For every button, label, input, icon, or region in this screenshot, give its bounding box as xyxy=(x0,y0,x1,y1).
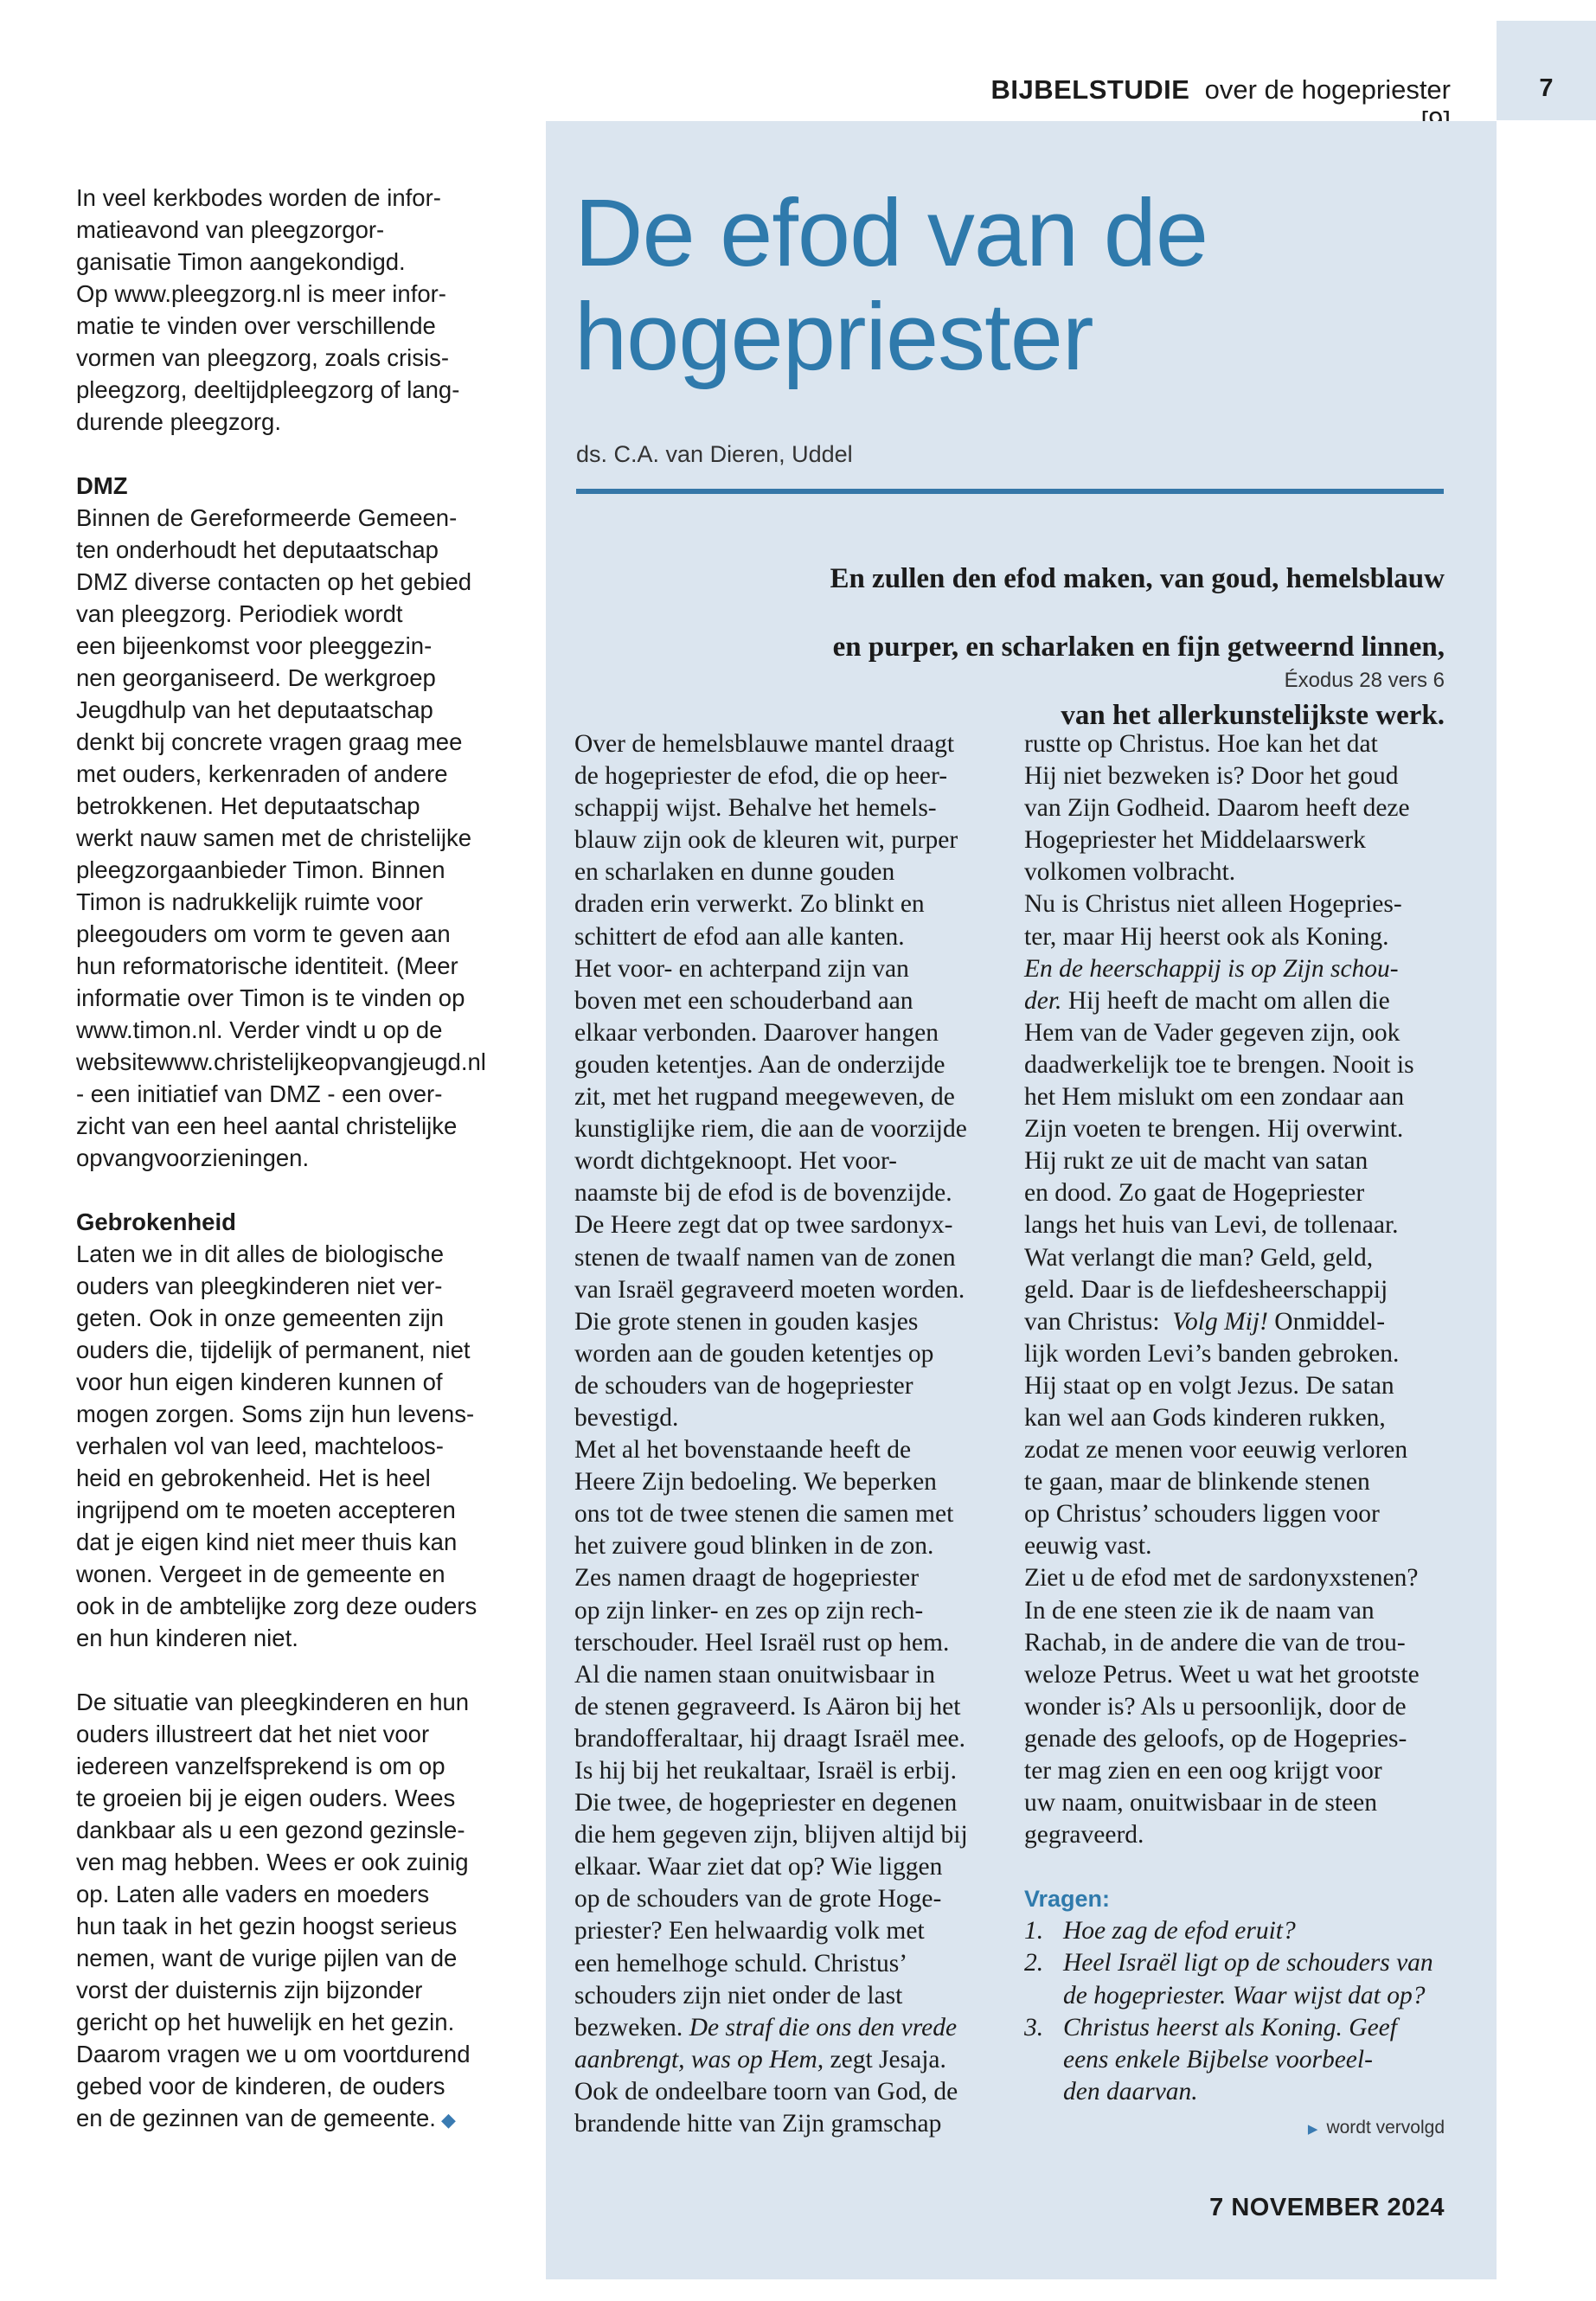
text-line: ven mag hebben. Wees er ook zuinig xyxy=(76,1849,469,1875)
text-line: matieavond van pleegzorgor- xyxy=(76,216,385,243)
column-2-volg-mij-line xyxy=(1024,1306,1448,1338)
text-line: denkt bij concrete vragen graag mee xyxy=(76,728,463,755)
text-line: ons tot de twee stenen die samen met xyxy=(574,1500,954,1529)
text-normal: Onmiddel- xyxy=(1274,1307,1386,1336)
text-line: ten onderhoudt het deputaatschap xyxy=(76,536,439,563)
text-line: pleegouders om vorm te geven aan xyxy=(76,920,451,947)
text-line: terschouder. Heel Israël rust op hem. xyxy=(574,1628,950,1657)
text-line: Al die namen staan onuitwisbaar in xyxy=(574,1660,935,1689)
question-text: Heel Israël ligt op de schouders van xyxy=(1063,1949,1433,1977)
text-line: schappij wijst. Behalve het hemels- xyxy=(574,794,937,823)
column-2-text-end xyxy=(1024,1338,1448,1852)
text-line: Over de hemelsblauwe mantel draagt xyxy=(574,730,955,758)
text-line: en de gezinnen van de gemeente. ◆ xyxy=(76,2105,456,2131)
text-line: gebed voor de kinderen, de ouders xyxy=(76,2073,445,2099)
text-line: genade des geloofs, op de Hogepries- xyxy=(1024,1724,1407,1753)
text-line: durende pleegzorg. xyxy=(76,408,281,435)
text-line: schittert de efod aan alle kanten. xyxy=(574,922,905,951)
text-line: In veel kerkbodes worden de infor- xyxy=(76,184,441,211)
text-line: het zuivere goud blinken in de zon. xyxy=(574,1532,934,1561)
text-line: betrokkenen. Het deputaatschap xyxy=(76,792,420,819)
question-text: Christus heerst als Koning. Geef xyxy=(1063,2013,1397,2041)
text-line: pleegzorgaanbieder Timon. Binnen xyxy=(76,856,445,883)
column-1-text-end xyxy=(574,2076,1007,2140)
intro-paragraph xyxy=(76,182,513,438)
column-2-italic-line xyxy=(1024,953,1448,985)
text-line: Hij staat op en volgt Jezus. De satan xyxy=(1024,1371,1394,1400)
text-line: ter, maar Hij heerst ook als Koning. xyxy=(1024,922,1389,951)
text-line: geld. Daar is de liefdesheerschappij xyxy=(1024,1275,1388,1304)
text-line: kunstiglijke riem, die aan de voorzijde xyxy=(574,1115,967,1144)
left-column xyxy=(76,182,513,2136)
text-italic: der. xyxy=(1024,986,1062,1015)
question-item xyxy=(1024,1915,1448,1947)
text-line: die hem gegeven zijn, blijven altijd bij xyxy=(574,1821,968,1849)
question-number: 2. xyxy=(1024,1949,1044,1977)
column-1-quote-line-2 xyxy=(574,2044,1007,2076)
questions-list xyxy=(1024,1915,1448,2108)
title-line-1: De efod van de xyxy=(574,180,1208,286)
text-line: Heere Zijn bedoeling. We beperken xyxy=(574,1468,937,1497)
text-line: nemen, want de vurige pijlen van de xyxy=(76,1945,458,1971)
text-line: blauw zijn ook de kleuren wit, purper xyxy=(574,826,958,855)
text-normal: van Christus: xyxy=(1024,1307,1160,1336)
text-line: mogen zorgen. Soms zijn hun levens- xyxy=(76,1400,475,1427)
text-line: verhalen vol van leed, machteloos- xyxy=(76,1433,444,1459)
text-line: Rachab, in de andere die van de trou- xyxy=(1024,1628,1406,1657)
text-line: elkaar. Waar ziet dat op? Wie liggen xyxy=(574,1853,943,1881)
column-2-text xyxy=(1024,728,1448,953)
text-normal: zegt Jesaja. xyxy=(830,2045,946,2073)
title-line-2: hogepriester xyxy=(574,284,1093,390)
text-line: op zijn linker- en zes op zijn rech- xyxy=(574,1596,924,1625)
text-line: op Christus’ schouders liggen voor xyxy=(1024,1500,1380,1529)
text-line: bevestigd. xyxy=(574,1403,679,1432)
text-line: de hogepriester de efod, die op heer- xyxy=(574,762,948,791)
text-line: Hogepriester het Middelaarswerk xyxy=(1024,826,1366,855)
dmz-paragraph xyxy=(76,502,513,1174)
text-normal: Hij heeft de macht om allen die xyxy=(1067,986,1390,1015)
text-italic: De straf die ons den vrede xyxy=(689,2013,958,2041)
text-line: lijk worden Levi’s banden gebroken. xyxy=(1024,1339,1400,1368)
article-column-2 xyxy=(1024,728,1448,2108)
text-line: Wat verlangt die man? Geld, geld, xyxy=(1024,1243,1374,1272)
text-line: volkomen volbracht. xyxy=(1024,858,1236,887)
text-line: hun reformatorische identiteit. (Meer xyxy=(76,952,458,979)
text-line: Laten we in dit alles de biologische xyxy=(76,1240,445,1267)
text-line: uw naam, onuitwisbaar in de steen xyxy=(1024,1789,1377,1817)
text-line: met ouders, kerkenraden of andere xyxy=(76,760,448,787)
text-line: van Israël gegraveerd moeten worden. xyxy=(574,1275,965,1304)
text-line: priester? Een helwaardig volk met xyxy=(574,1917,925,1945)
text-line: het Hem mislukt om een zondaar aan xyxy=(1024,1083,1405,1112)
text-line: en scharlaken en dunne gouden xyxy=(574,858,895,887)
text-line: werkt nauw samen met de christelijke xyxy=(76,824,471,851)
text-line: en hun kinderen niet. xyxy=(76,1625,298,1651)
text-line: worden aan de gouden ketentjes op xyxy=(574,1339,934,1368)
text-line: iedereen vanzelfsprekend is om op xyxy=(76,1753,445,1779)
question-text: de hogepriester. Waar wijst dat op? xyxy=(1063,1981,1426,2009)
text-line: informatie over Timon is te vinden op xyxy=(76,984,465,1011)
text-line: gouden ketentjes. Aan de onderzijde xyxy=(574,1050,945,1079)
text-line: daadwerkelijk toe te brengen. Nooit is xyxy=(1024,1050,1414,1079)
text-line: zit, met het rugpand meegeweven, de xyxy=(574,1083,955,1112)
text-line: vorst der duisternis zijn bijzonder xyxy=(76,1977,423,2003)
question-item xyxy=(1024,1947,1448,2011)
text-line: Is hij bij het reukaltaar, Israël is erbij. xyxy=(574,1757,957,1785)
text-line: op de schouders van de grote Hoge- xyxy=(574,1885,942,1913)
text-line: boven met een schouderband aan xyxy=(574,986,913,1015)
quote-line: van het allerkunstelijkste werk. xyxy=(1061,700,1445,731)
text-line: Die grote stenen in gouden kasjes xyxy=(574,1307,919,1336)
text-line: vormen van pleegzorg, zoals crisis- xyxy=(76,344,450,371)
text-line: schouders zijn niet onder de last xyxy=(574,1981,903,2009)
text-line: te groeien bij je eigen ouders. Wees xyxy=(76,1785,456,1811)
column-1-quote-line xyxy=(574,2012,1007,2044)
text-line: zodat ze menen voor eeuwig verloren xyxy=(1024,1436,1408,1465)
text-line: Binnen de Gereformeerde Gemeen- xyxy=(76,504,458,531)
text-line: De situatie van pleegkinderen en hun xyxy=(76,1689,470,1715)
text-line: dat je eigen kind niet meer thuis kan xyxy=(76,1529,458,1555)
text-line: wordt dichtgeknoopt. Het voor- xyxy=(574,1147,897,1176)
text-line: een hemelhoge schuld. Christus’ xyxy=(574,1949,908,1977)
text-normal: bezweken. xyxy=(574,2013,683,2041)
text-line: Ziet u de efod met de sardonyxstenen? xyxy=(1024,1564,1419,1593)
article-title xyxy=(574,182,1483,389)
text-line: en dood. Zo gaat de Hogepriester xyxy=(1024,1179,1365,1208)
text-line: pleegzorg, deeltijdpleegzorg of lang- xyxy=(76,376,460,403)
text-line: gegraveerd. xyxy=(1024,1821,1144,1849)
question-text: den daarvan. xyxy=(1063,2077,1198,2106)
author-byline: ds. C.A. van Dieren, Uddel xyxy=(576,441,853,467)
question-text: Hoe zag de efod eruit? xyxy=(1063,1917,1296,1945)
end-diamond-icon: ◆ xyxy=(435,2109,456,2131)
gebrokenheid-paragraph xyxy=(76,1238,513,1654)
text-line: voor hun eigen kinderen kunnen of xyxy=(76,1368,443,1395)
text-line: rustte op Christus. Hoe kan het dat xyxy=(1024,730,1378,758)
text-line: weloze Petrus. Weet u wat het grootste xyxy=(1024,1660,1420,1689)
section-subtitle: over de hogepriester xyxy=(1204,74,1451,105)
text-line: de stenen gegraveerd. Is Aäron bij het xyxy=(574,1692,961,1721)
text-line: brandende hitte van Zijn gramschap xyxy=(574,2110,942,2138)
page-number-tab xyxy=(1497,21,1596,120)
text-line: op. Laten alle vaders en moeders xyxy=(76,1881,430,1907)
text-line: ouders die, tijdelijk of permanent, niet xyxy=(76,1336,471,1363)
scripture-reference: Éxodus 28 vers 6 xyxy=(1284,669,1445,692)
text-line: ouders van pleegkinderen niet ver- xyxy=(76,1272,443,1299)
text-line: van pleegzorg. Periodiek wordt xyxy=(76,600,403,627)
text-line: ouders illustreert dat het niet voor xyxy=(76,1721,430,1747)
text-line: van Zijn Godheid. Daarom heeft deze xyxy=(1024,794,1410,823)
gebrokenheid-heading: Gebrokenheid xyxy=(76,1208,236,1235)
question-number: 1. xyxy=(1024,1917,1044,1945)
title-divider xyxy=(576,489,1444,494)
question-number: 3. xyxy=(1024,2013,1044,2041)
text-line: Hij rukt ze uit de macht van satan xyxy=(1024,1147,1368,1176)
closing-paragraph xyxy=(76,1686,513,2136)
text-line: langs het huis van Levi, de tollenaar. xyxy=(1024,1211,1399,1240)
text-line: ter mag zien en een oog krijgt voor xyxy=(1024,1757,1382,1785)
text-line: Daarom vragen we u om voortdurend xyxy=(76,2041,471,2067)
text-line: De Heere zegt dat op twee sardonyx- xyxy=(574,1211,953,1240)
question-item xyxy=(1024,2012,1448,2108)
text-line: websitewww.christelijkeopvangjeugd.nl xyxy=(76,1048,486,1075)
text-line: www.timon.nl. Verder vindt u op de xyxy=(76,1016,443,1043)
text-line: opvangvoorzieningen. xyxy=(76,1144,310,1171)
continued-label: wordt vervolgd xyxy=(1326,2118,1445,2138)
text-line: - een initiatief van DMZ - een over- xyxy=(76,1080,443,1107)
text-line: dankbaar als u een gezond gezinsle- xyxy=(76,1817,465,1843)
text-italic: aanbrengt, was op Hem, xyxy=(574,2045,824,2073)
column-2-italic-line-2 xyxy=(1024,985,1448,1017)
text-line: te gaan, maar de blinkende stenen xyxy=(1024,1468,1370,1497)
play-triangle-icon: ▶ xyxy=(1307,2122,1318,2137)
quote-line: en purper, en scharlaken en fijn getweernd linnen, xyxy=(832,631,1445,663)
text-line: naamste bij de efod is de bovenzijde. xyxy=(574,1179,952,1208)
text-line: Het voor- en achterpand zijn van xyxy=(574,954,909,983)
text-line: draden erin verwerkt. Zo blinkt en xyxy=(574,890,925,919)
text-line: ook in de ambtelijke zorg deze ouders xyxy=(76,1593,478,1619)
column-1-text xyxy=(574,728,1007,2012)
issue-date: 7 NOVEMBER 2024 xyxy=(1209,2194,1445,2221)
text-line: Met al het bovenstaande heeft de xyxy=(574,1436,912,1465)
text-line: ingrijpend om te moeten accepteren xyxy=(76,1497,456,1523)
text-line: stenen de twaalf namen van de zonen xyxy=(574,1243,956,1272)
text-line: Nu is Christus niet alleen Hogepries- xyxy=(1024,890,1402,919)
text-line: geten. Ook in onze gemeenten zijn xyxy=(76,1304,445,1331)
text-line: wonen. Vergeet in de gemeente en xyxy=(76,1561,445,1587)
dmz-heading: DMZ xyxy=(76,472,128,499)
text-line: Hem van de Vader gegeven zijn, ook xyxy=(1024,1018,1401,1047)
quote-line: En zullen den efod maken, van goud, hemelsblauw xyxy=(830,563,1445,594)
text-line: eeuwig vast. xyxy=(1024,1532,1152,1561)
section-label: BIJBELSTUDIE xyxy=(990,74,1190,105)
page-number: 7 xyxy=(1539,74,1554,102)
text-line: matie te vinden over verschillende xyxy=(76,312,436,339)
text-italic: En de heerschappij is op Zijn schou- xyxy=(1024,954,1399,983)
questions-heading: Vragen: xyxy=(1024,1886,1111,1913)
text-italic: Volg Mij! xyxy=(1172,1307,1268,1336)
text-line: nen georganiseerd. De werkgroep xyxy=(76,664,436,691)
text-line: zicht van een heel aantal christelijke xyxy=(76,1112,458,1139)
text-line: de schouders van de hogepriester xyxy=(574,1371,913,1400)
text-line: brandofferaltaar, hij draagt Israël mee. xyxy=(574,1724,966,1753)
text-line: Zes namen draagt de hogepriester xyxy=(574,1564,920,1593)
text-line: gericht op het huwelijk en het gezin. xyxy=(76,2009,455,2035)
text-line: elkaar verbonden. Daarover hangen xyxy=(574,1018,939,1047)
text-line: Die twee, de hogepriester en degenen xyxy=(574,1789,958,1817)
text-line: Zijn voeten te brengen. Hij overwint. xyxy=(1024,1115,1404,1144)
text-line: Ook de ondeelbare toorn van God, de xyxy=(574,2077,958,2106)
continued-note xyxy=(1211,2118,1445,2138)
text-line: ganisatie Timon aangekondigd. xyxy=(76,248,406,275)
text-line: Hij niet bezweken is? Door het goud xyxy=(1024,762,1399,791)
text-line: heid en gebrokenheid. Het is heel xyxy=(76,1465,431,1491)
text-line: Jeugdhulp van het deputaatschap xyxy=(76,696,433,723)
column-2-text-middle xyxy=(1024,1017,1448,1306)
text-line: Timon is nadrukkelijk ruimte voor xyxy=(76,888,423,915)
text-line: DMZ diverse contacten op het gebied xyxy=(76,568,472,595)
text-line: wonder is? Als u persoonlijk, door de xyxy=(1024,1692,1407,1721)
text-line: kan wel aan Gods kinderen rukken, xyxy=(1024,1403,1386,1432)
text-line: een bijeenkomst voor pleeggezin- xyxy=(76,632,433,659)
article-column-1 xyxy=(574,728,1007,2140)
text-line: In de ene steen zie ik de naam van xyxy=(1024,1596,1375,1625)
text-line: hun taak in het gezin hoogst serieus xyxy=(76,1913,458,1939)
question-text: eens enkele Bijbelse voorbeel- xyxy=(1063,2045,1373,2073)
text-line: Op www.pleegzorg.nl is meer infor- xyxy=(76,280,446,307)
